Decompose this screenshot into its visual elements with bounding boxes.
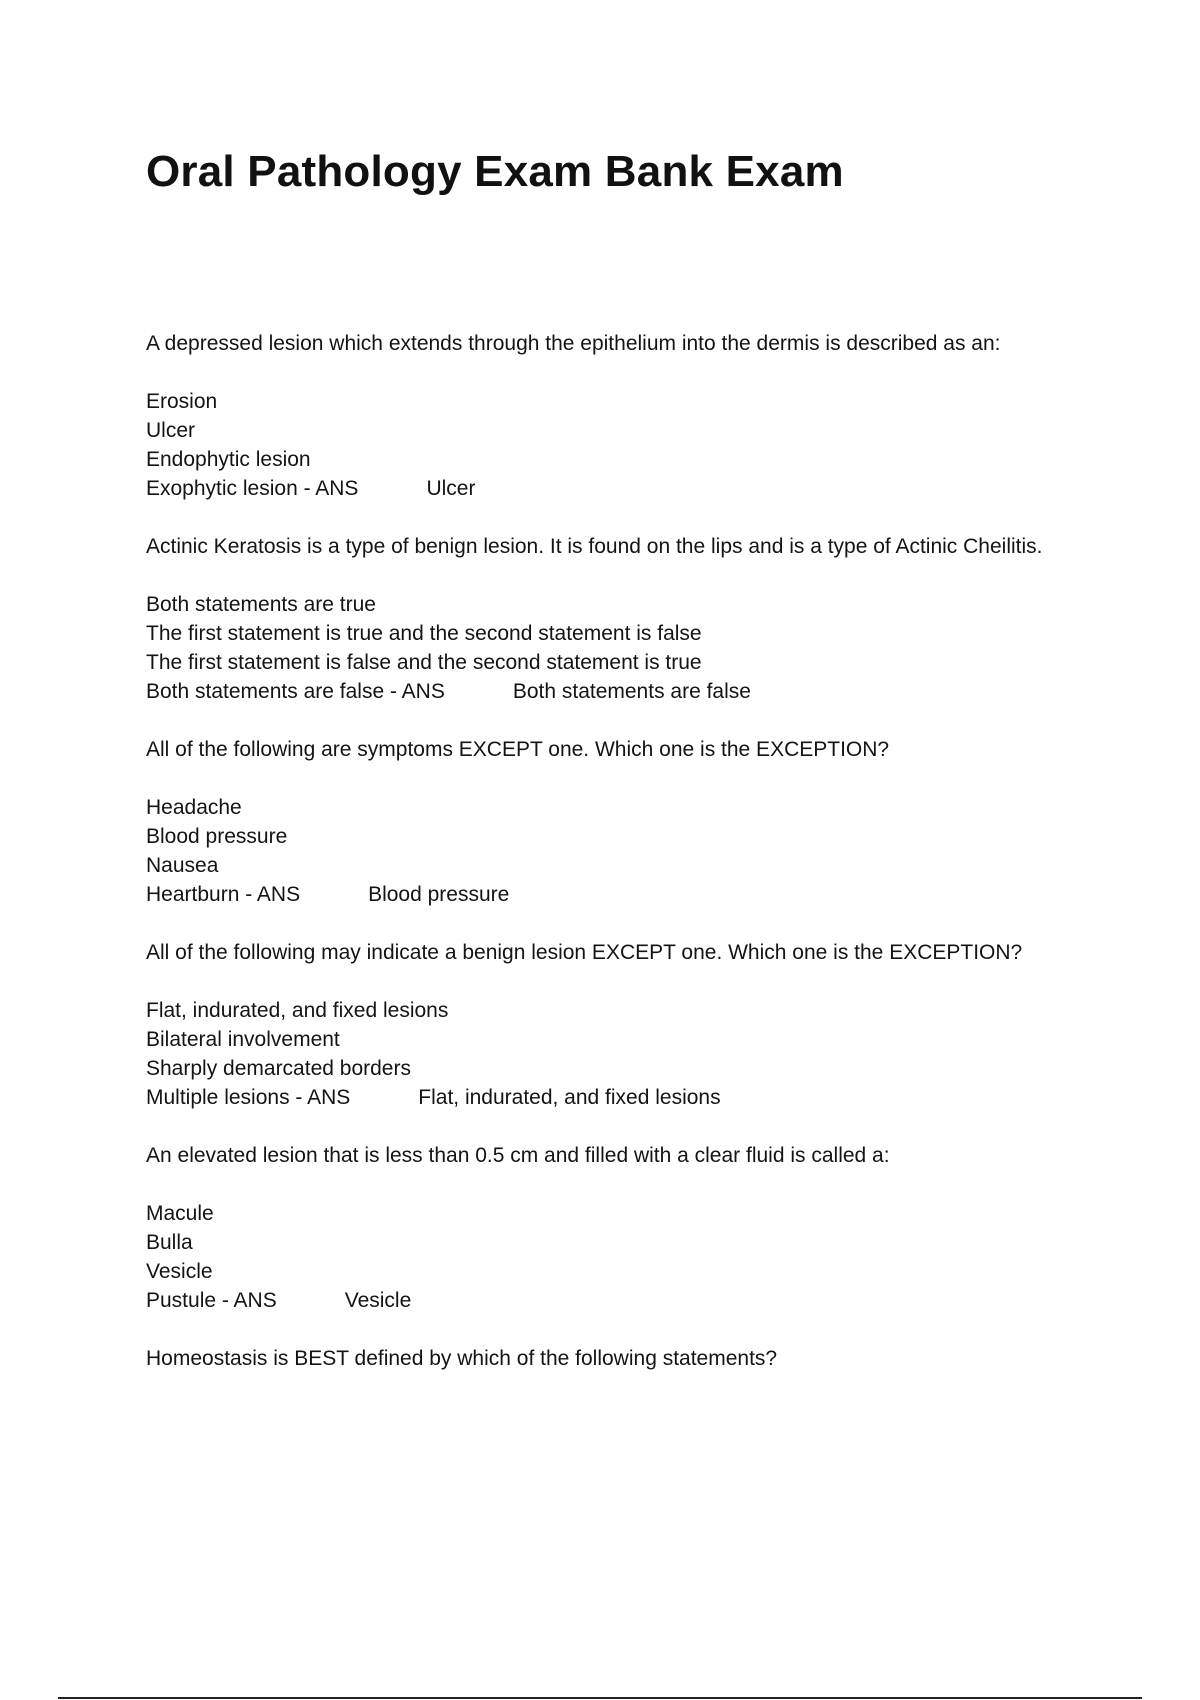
correct-answer: Blood pressure: [368, 883, 510, 906]
question-item: [146, 1141, 1086, 1315]
answer-options: [146, 590, 1086, 706]
answer-option: Bilateral involvement: [146, 1028, 340, 1051]
answer-options: [146, 387, 1086, 503]
ans-marker: - ANS: [384, 680, 445, 703]
answer-options: [146, 1199, 1086, 1315]
answer-option: Blood pressure: [146, 825, 288, 848]
page-footer-divider: [58, 1697, 1142, 1699]
question-stem: Homeostasis is BEST defined by which of the following statements?: [146, 1347, 778, 1370]
answer-options: [146, 793, 1086, 909]
answer-option-text: Both statements are false: [146, 680, 385, 703]
answer-option-text: Pustule: [146, 1289, 217, 1312]
correct-answer: Both statements are false: [512, 680, 751, 703]
answer-option: Headache: [146, 796, 242, 819]
answer-option: Sharply demarcated borders: [146, 1057, 411, 1080]
question-stem: An elevated lesion that is less than 0.5 cm and filled with a clear fluid is called a:: [146, 1144, 890, 1167]
question-stem: Actinic Keratosis is a type of benign lesion. It is found on the lips and is a type of Actinic Cheilitis.: [146, 535, 1043, 558]
answer-option: Erosion: [146, 390, 218, 413]
answer-option: The first statement is true and the second statement is false: [146, 622, 702, 645]
question-stem: All of the following may indicate a benign lesion EXCEPT one. Which one is the EXCEPTION?: [146, 941, 1023, 964]
question-list: [146, 329, 1086, 1402]
answer-option: The first statement is false and the second statement is true: [146, 651, 702, 674]
answer-option-text: Heartburn: [146, 883, 240, 906]
page-title: Oral Pathology Exam Bank Exam: [146, 147, 844, 196]
answer-option: Nausea: [146, 854, 219, 877]
answer-option-last: [146, 880, 1086, 909]
ans-marker: - ANS: [216, 1289, 277, 1312]
answer-option: Both statements are true: [146, 593, 376, 616]
question-item: [146, 532, 1086, 706]
question-stem: All of the following are symptoms EXCEPT one. Which one is the EXCEPTION?: [146, 738, 890, 761]
ans-marker: - ANS: [297, 477, 359, 500]
answer-option-last: [146, 677, 1086, 706]
question-item: [146, 938, 1086, 1112]
correct-answer: Vesicle: [344, 1289, 412, 1312]
answer-option-last: [146, 1083, 1086, 1112]
answer-option: Macule: [146, 1202, 214, 1225]
answer-option: Endophytic lesion: [146, 448, 311, 471]
question-item: [146, 329, 1086, 503]
answer-options: [146, 996, 1086, 1112]
ans-marker: - ANS: [239, 883, 301, 906]
answer-option-last: [146, 1286, 1086, 1315]
question-item: [146, 735, 1086, 909]
answer-option: Bulla: [146, 1231, 193, 1254]
correct-answer: Ulcer: [426, 477, 476, 500]
answer-option: Flat, indurated, and fixed lesions: [146, 999, 449, 1022]
correct-answer: Flat, indurated, and fixed lesions: [418, 1086, 721, 1109]
answer-option-last: [146, 474, 1086, 503]
answer-option: Ulcer: [146, 419, 196, 442]
answer-option: Vesicle: [146, 1260, 213, 1283]
answer-option-text: Exophytic lesion: [146, 477, 298, 500]
question-item: [146, 1344, 1086, 1373]
ans-marker: - ANS: [289, 1086, 351, 1109]
answer-option-text: Multiple lesions: [146, 1086, 290, 1109]
question-stem: A depressed lesion which extends through the epithelium into the dermis is described as an:: [146, 332, 1001, 355]
